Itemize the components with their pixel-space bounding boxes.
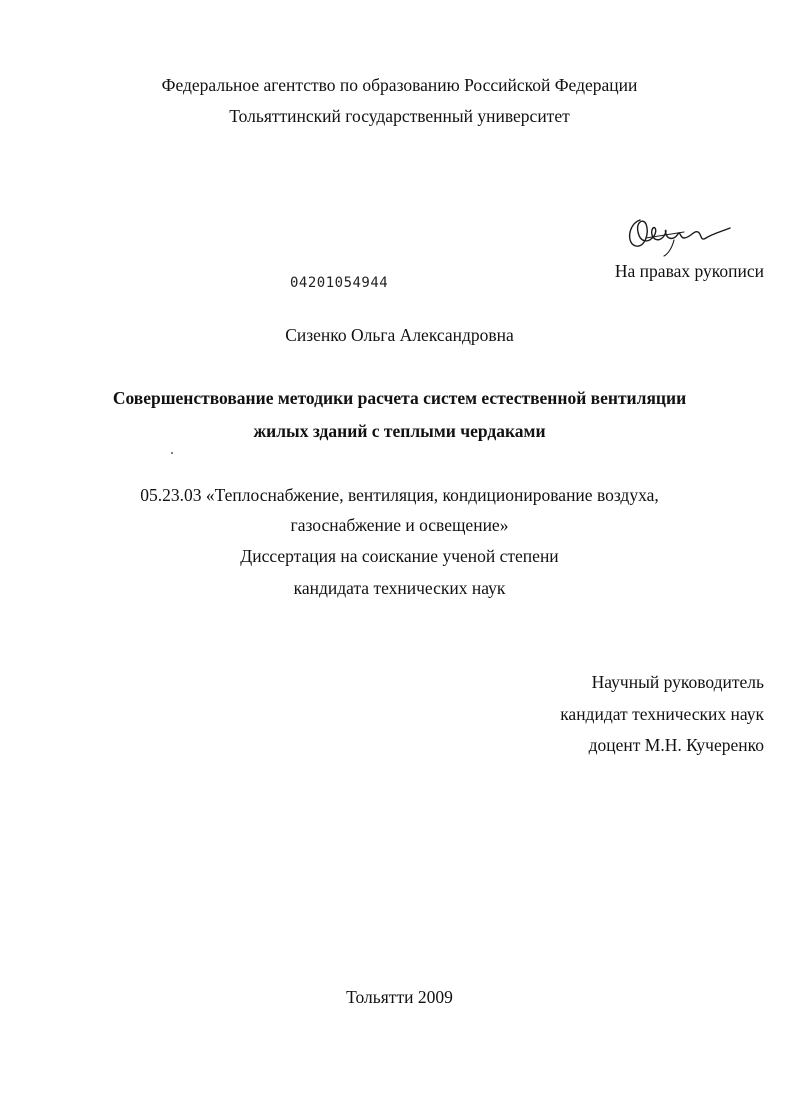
city-year: Тольятти 2009 [346,987,453,1007]
scan-speck [171,452,173,454]
supervisor-degree: кандидат технических наук [560,704,764,724]
supervisor-name: доцент М.Н. Кучеренко [588,735,764,755]
degree-line-2: кандидата технических наук [293,578,506,598]
agency-name: Федеральное агентство по образованию Российской Федерации [161,75,638,95]
author-name: Сизенко Ольга Александровна [285,325,514,345]
specialty-line-1: 05.23.03 «Теплоснабжение, вентиляция, кондиционирование воздуха, [140,485,659,505]
university-name: Тольяттинский государственный университет [229,106,570,126]
handwritten-signature [624,214,734,258]
thesis-title-line-1: Совершенствование методики расчета систем естественной вентиляции [112,388,687,408]
degree-line-1: Диссертация на соискание ученой степени [240,546,559,566]
thesis-title-line-2: жилых зданий с теплыми чердаками [253,421,546,441]
specialty-line-2: газоснабжение и освещение» [290,515,509,535]
rights-note: На правах рукописи [614,261,764,281]
archive-stamp-number: 04201054944 [290,275,389,291]
supervisor-role: Научный руководитель [591,672,764,692]
